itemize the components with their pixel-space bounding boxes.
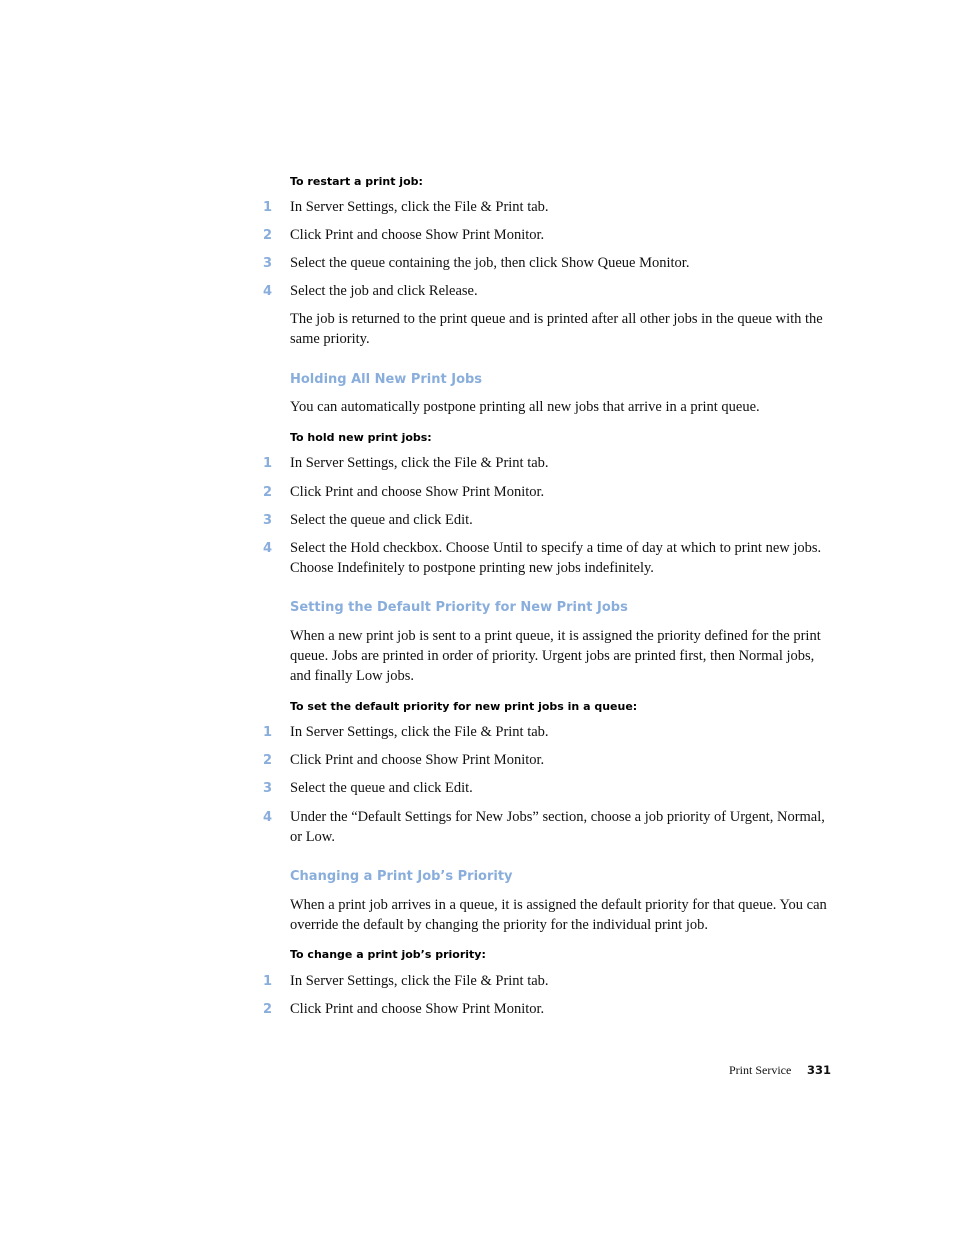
task-heading-change-priority: To change a print job’s priority:: [290, 948, 486, 961]
step-number: 4: [262, 284, 272, 299]
step-number: 1: [262, 725, 272, 740]
step-text: Select the Hold checkbox. Choose Until to specify a time of day at which to print new jobs. Choose Indefinitely to postpone printing new jobs indefinitely.: [290, 540, 822, 576]
step-text: In Server Settings, click the File & Print tab.: [290, 973, 549, 989]
step-text: Under the “Default Settings for New Jobs” section, choose a job priority of Urgent, Normal, or Low.: [290, 809, 825, 845]
intro-paragraph: When a print job arrives in a queue, it is assigned the default priority for that queue. You can override the default by changing the priority for the individual print job.: [290, 897, 827, 933]
step-number: 4: [262, 541, 272, 556]
step-text: Click Print and choose Show Print Monitor.: [290, 227, 545, 243]
step-text: Select the queue and click Edit.: [290, 780, 473, 796]
section-heading-default-priority: Setting the Default Priority for New Print Jobs: [290, 600, 628, 615]
step-number: 3: [262, 256, 272, 271]
step-number: 2: [262, 485, 272, 500]
intro-paragraph: When a new print job is sent to a print queue, it is assigned the priority defined for the print queue. Jobs are printed in order of priority. Urgent jobs are printed first, then Normal jobs, and finally Low jobs.: [290, 628, 821, 684]
step-number: 2: [262, 228, 272, 243]
section-heading-change-priority: Changing a Print Job’s Priority: [290, 869, 513, 884]
footer-section-name: Print Service: [729, 1063, 792, 1077]
step-number: 1: [262, 974, 272, 989]
step-text: Select the queue containing the job, then click Show Queue Monitor.: [290, 255, 690, 271]
step-number: 2: [262, 1002, 272, 1017]
step-text: Select the queue and click Edit.: [290, 512, 473, 528]
step-number: 4: [262, 810, 272, 825]
task-heading-default-priority: To set the default priority for new print jobs in a queue:: [290, 700, 638, 713]
step-text: Click Print and choose Show Print Monitor.: [290, 484, 545, 500]
step-text: In Server Settings, click the File & Print tab.: [290, 199, 549, 215]
step-text: Click Print and choose Show Print Monitor.: [290, 752, 545, 768]
intro-paragraph: You can automatically postpone printing all new jobs that arrive in a print queue.: [290, 399, 760, 415]
page-number: 331: [807, 1063, 832, 1077]
step-number: 3: [262, 781, 272, 796]
result-paragraph: The job is returned to the print queue and is printed after all other jobs in the queue with the same priority.: [290, 311, 823, 347]
task-heading-hold: To hold new print jobs:: [290, 431, 432, 444]
step-number: 2: [262, 753, 272, 768]
step-text: In Server Settings, click the File & Print tab.: [290, 455, 549, 471]
step-text: Select the job and click Release.: [290, 283, 478, 299]
step-number: 3: [262, 513, 272, 528]
task-heading-restart: To restart a print job:: [290, 175, 423, 188]
step-text: Click Print and choose Show Print Monitor.: [290, 1001, 545, 1017]
step-number: 1: [262, 200, 272, 215]
step-text: In Server Settings, click the File & Print tab.: [290, 724, 549, 740]
section-heading-hold: Holding All New Print Jobs: [290, 372, 483, 387]
step-number: 1: [262, 456, 272, 471]
